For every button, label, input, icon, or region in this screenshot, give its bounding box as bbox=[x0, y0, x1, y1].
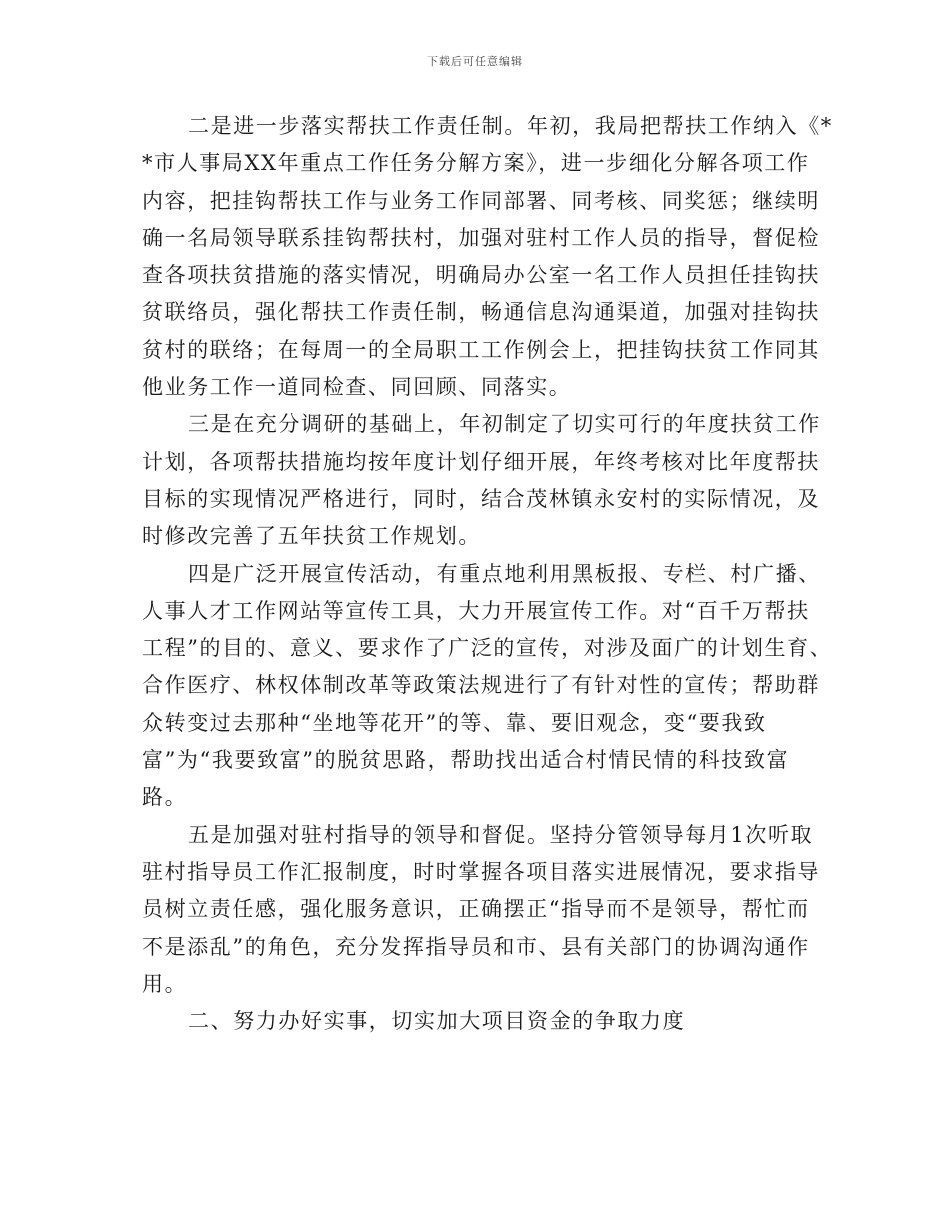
text-line: 贫联络员，强化帮扶工作责任制，畅通信息沟通渠道，加强对挂钩扶 bbox=[142, 300, 820, 325]
text-line: 用。 bbox=[142, 971, 188, 996]
text-line: 查各项扶贫措施的落实情况，明确局办公室一名工作人员担任挂钩扶 bbox=[142, 263, 820, 288]
text-line: 众转变过去那种“坐地等花开”的等、靠、要旧观念，变“要我致 bbox=[142, 710, 767, 735]
text-line: 五是加强对驻村指导的领导和督促。坚持分管领导每月1次听取 bbox=[188, 822, 814, 847]
text-line: 合作医疗、林权体制改革等政策法规进行了有针对性的宣传；帮助群 bbox=[142, 673, 820, 698]
text-line: 计划，各项帮扶措施均按年度计划仔细开展，年终考核对比年度帮扶 bbox=[142, 449, 820, 474]
page-header: 下载后可任意编辑 bbox=[427, 55, 523, 68]
text-line: 他业务工作一道同检查、同回顾、同落实。 bbox=[142, 375, 572, 400]
text-line: *市人事局XX年重点工作任务分解方案》，进一步细化分解各项工作 bbox=[142, 151, 810, 176]
text-line: 驻村指导员工作汇报制度，时时掌握各项目落实进展情况，要求指导 bbox=[142, 859, 820, 884]
text-line: 员树立责任感，强化服务意识，正确摆正“指导而不是领导，帮忙而 bbox=[142, 897, 810, 922]
text-line: 三是在充分调研的基础上，年初制定了切实可行的年度扶贫工作 bbox=[188, 412, 821, 437]
document-body bbox=[142, 108, 833, 1040]
text-line: 时修改完善了五年扶贫工作规划。 bbox=[142, 524, 481, 549]
text-line: 确一名局领导联系挂钩帮扶村，加强对驻村工作人员的指导，督促检 bbox=[142, 225, 820, 250]
text-line: 四是广泛开展宣传活动，有重点地利用黑板报、专栏、村广播、 bbox=[188, 561, 821, 586]
text-line: 目标的实现情况严格进行，同时，结合茂林镇永安村的实际情况，及 bbox=[142, 486, 820, 511]
text-line: 路。 bbox=[142, 785, 188, 810]
text-line: 富”为“我要致富”的脱贫思路，帮助找出适合村情民情的科技致富 bbox=[142, 748, 790, 773]
text-line: 贫村的联络；在每周一的全局职工工作例会上，把挂钩扶贫工作同其 bbox=[142, 337, 820, 362]
text-line: 二、努力办好实事，切实加大项目资金的争取力度 bbox=[188, 1009, 686, 1034]
text-line: 工程”的目的、意义、要求作了广泛的宣传，对涉及面广的计划生育、 bbox=[142, 636, 833, 661]
text-line: 二是进一步落实帮扶工作责任制。年初，我局把帮扶工作纳入《* bbox=[188, 114, 833, 138]
text-line: 内容，把挂钩帮扶工作与业务工作同部署、同考核、同奖惩；继续明 bbox=[142, 188, 820, 213]
text-line: 人事人才工作网站等宣传工具，大力开展宣传工作。对“百千万帮扶 bbox=[142, 598, 810, 623]
text-line: 不是添乱”的角色，充分发挥指导员和市、县有关部门的协调沟通作 bbox=[142, 934, 810, 959]
